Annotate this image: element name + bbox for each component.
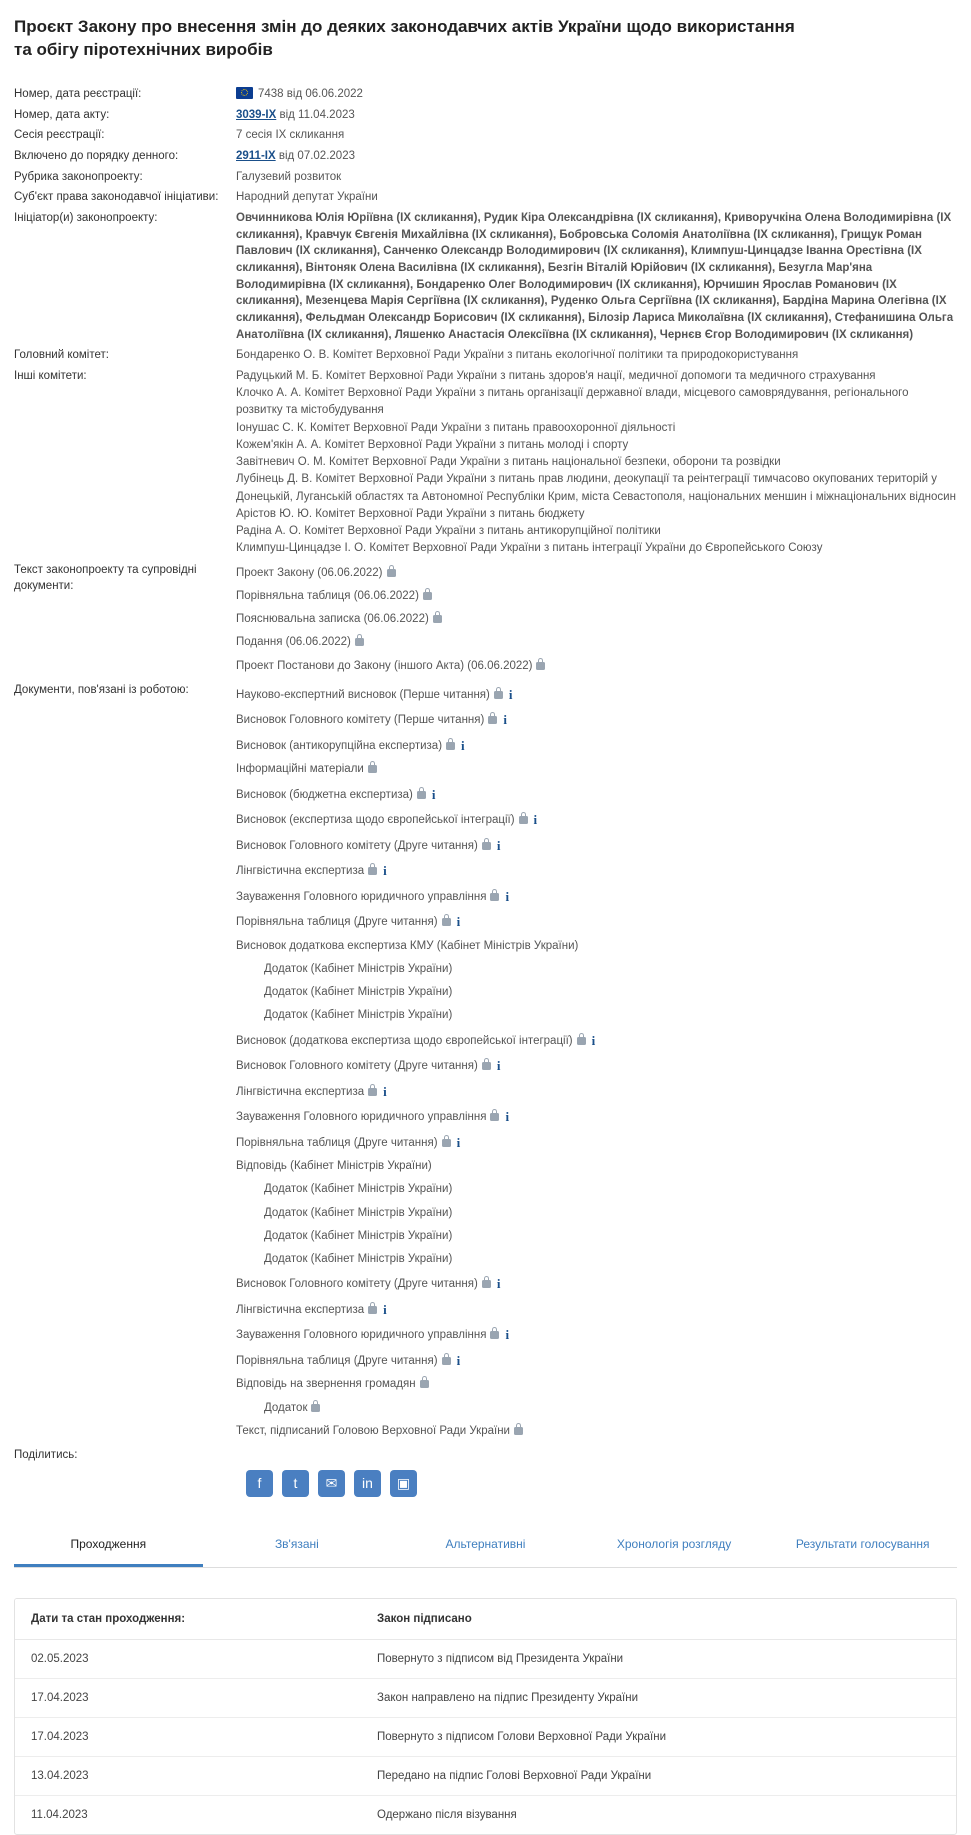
document-label: Висновок (експертиза щодо європейської інтеграції)	[236, 814, 515, 827]
document-item[interactable]	[236, 935, 957, 958]
info-icon[interactable]: i	[496, 1276, 501, 1292]
document-item[interactable]	[236, 1397, 957, 1420]
document-item[interactable]	[236, 585, 957, 608]
lock-icon	[514, 1427, 523, 1435]
document-label: Відповідь на звернення громадян	[236, 1378, 416, 1391]
document-label: Висновок Головного комітету (Друге читання)	[236, 1060, 478, 1073]
email-share-button[interactable]: ✉	[318, 1470, 345, 1497]
document-label: Інформаційні матеріали	[236, 763, 364, 776]
eu-flag-icon	[236, 87, 253, 99]
linkedin-share-button[interactable]: in	[354, 1470, 381, 1497]
meta-row-registration	[14, 84, 957, 105]
act-label: Номер, дата акту:	[14, 108, 110, 121]
table-row	[15, 1678, 956, 1717]
text-documents-list	[236, 560, 957, 680]
session-label: Сесія реєстрації:	[14, 129, 105, 142]
history-date: 13.04.2023	[15, 1756, 357, 1795]
document-label: Висновок (бюджетна експертиза)	[236, 788, 413, 801]
lock-icon	[368, 1306, 377, 1314]
document-label: Зауваження Головного юридичного управління	[236, 1111, 487, 1124]
document-label: Проект Закону (06.06.2022)	[236, 566, 383, 579]
rubric-value: Галузевий розвиток	[236, 170, 342, 183]
document-label: Додаток (Кабінет Міністрів України)	[264, 986, 453, 999]
document-label: Текст, підписаний Головою Верховної Ради України	[236, 1424, 510, 1437]
registration-value	[236, 84, 957, 105]
tab-1[interactable]: Зв'язані	[274, 1536, 319, 1551]
lock-icon	[311, 1404, 320, 1412]
committee-item: Радіна А. О. Комітет Верховної Ради України з питань антикорупційної політики	[236, 525, 661, 538]
document-label: Додаток (Кабінет Міністрів України)	[264, 1206, 453, 1219]
document-item[interactable]	[236, 884, 957, 910]
document-item[interactable]	[236, 1028, 957, 1054]
meta-row-subject	[14, 187, 957, 208]
document-label: Зауваження Головного юридичного управління	[236, 890, 487, 903]
registration-label: Номер, дата реєстрації:	[14, 87, 142, 100]
lock-icon	[442, 1139, 451, 1147]
document-item[interactable]	[236, 1178, 957, 1201]
tab-2[interactable]: Альтернативні	[445, 1536, 526, 1551]
document-label: Додаток (Кабінет Міністрів України)	[264, 1009, 453, 1022]
info-icon[interactable]: i	[503, 712, 507, 728]
history-event: Повернуто з підписом Голови Верховної Ради України	[357, 1717, 956, 1756]
info-icon[interactable]: i	[456, 1134, 461, 1150]
info-icon[interactable]: i	[383, 1083, 387, 1099]
info-icon[interactable]: i	[496, 837, 501, 853]
meta-row-agenda	[14, 146, 957, 167]
tab-0[interactable]: Проходження	[14, 1523, 203, 1567]
lock-icon	[482, 842, 491, 850]
document-label: Висновок додаткова експертиза КМУ (Кабінет Міністрів України)	[236, 939, 579, 952]
history-header-dates: Дати та стан проходження:	[15, 1599, 357, 1640]
document-item[interactable]	[236, 1079, 957, 1105]
meta-row-share	[14, 1445, 957, 1466]
table-row	[15, 1717, 956, 1756]
agenda-date-text: від 07.02.2023	[278, 149, 355, 162]
lock-icon	[490, 1331, 499, 1339]
document-label: Пояснювальна записка (06.06.2022)	[236, 613, 429, 626]
lock-icon	[446, 742, 455, 750]
info-icon[interactable]: i	[456, 914, 461, 930]
committee-item: Завітневич О. М. Комітет Верховної Ради України з питань національної безпеки, оборони та розвідки	[236, 456, 781, 469]
document-label: Висновок Головного комітету (Друге читання)	[236, 839, 478, 852]
document-item[interactable]	[236, 758, 957, 781]
document-item[interactable]	[236, 1373, 957, 1396]
history-date: 17.04.2023	[15, 1717, 357, 1756]
main-committee-value: Бондаренко О. В. Комітет Верховної Ради України з питань екологічної політики та природокористування	[236, 349, 799, 362]
document-item[interactable]	[236, 682, 957, 708]
page-title: Проєкт Закону про внесення змін до деяких законодавчих актів України щодо використання та обігу піротехнічних виробів	[14, 17, 795, 59]
document-item[interactable]	[236, 1225, 957, 1248]
history-table	[15, 1599, 956, 1834]
subject-label: Суб'єкт права законодавчої ініціативи:	[14, 191, 219, 204]
qr-code-share-button[interactable]: ▣	[390, 1470, 417, 1497]
info-icon[interactable]: i	[508, 686, 513, 702]
document-label: Відповідь (Кабінет Міністрів України)	[236, 1160, 432, 1173]
document-item[interactable]	[236, 608, 957, 631]
document-item[interactable]	[236, 782, 957, 808]
tab-bar	[14, 1523, 957, 1568]
related-documents-list	[236, 680, 957, 1445]
document-label: Додаток (Кабінет Міністрів України)	[264, 1253, 453, 1266]
document-label: Зауваження Головного юридичного управління	[236, 1329, 487, 1342]
lock-icon	[494, 691, 503, 699]
document-label: Порівняльна таблиця (Друге читання)	[236, 1354, 438, 1367]
twitter-share-button[interactable]: t	[282, 1470, 309, 1497]
document-item[interactable]	[236, 981, 957, 1004]
document-label: Науково-експертний висновок (Перше читання)	[236, 688, 490, 701]
lock-icon	[482, 1062, 491, 1070]
lock-icon	[519, 816, 528, 824]
act-value	[236, 105, 957, 126]
document-item[interactable]	[236, 562, 957, 585]
document-label: Додаток (Кабінет Міністрів України)	[264, 1229, 453, 1242]
other-committees-list	[236, 366, 957, 560]
document-label: Висновок Головного комітету (Друге читання)	[236, 1278, 478, 1291]
info-icon[interactable]: i	[505, 1327, 510, 1343]
share-buttons	[14, 1470, 957, 1497]
meta-row-text-documents	[14, 560, 957, 680]
document-label: Подання (06.06.2022)	[236, 636, 351, 649]
meta-row-other-committees	[14, 366, 957, 560]
committee-item: Іонушас С. К. Комітет Верховної Ради України з питань правоохоронної діяльності	[236, 421, 676, 434]
document-label: Порівняльна таблиця (Друге читання)	[236, 916, 438, 929]
meta-row-session	[14, 125, 957, 146]
document-item[interactable]	[236, 807, 957, 833]
document-item[interactable]	[236, 909, 957, 935]
document-item[interactable]	[236, 958, 957, 981]
document-item[interactable]	[236, 655, 957, 678]
table-row	[15, 1639, 956, 1678]
lock-icon	[368, 765, 377, 773]
document-label: Додаток (Кабінет Міністрів України)	[264, 1183, 453, 1196]
lock-icon	[368, 1088, 377, 1096]
document-item[interactable]	[236, 1130, 957, 1156]
document-item[interactable]	[236, 1297, 957, 1323]
lock-icon	[536, 662, 545, 670]
document-item[interactable]	[236, 1348, 957, 1374]
share-label: Поділитись:	[14, 1449, 78, 1462]
committee-item: Кожем'якін А. А. Комітет Верховної Ради України з питань молоді і спорту	[236, 438, 629, 451]
document-item[interactable]	[236, 1420, 957, 1443]
info-icon[interactable]: i	[431, 786, 436, 802]
lock-icon	[490, 1113, 499, 1121]
history-event: Одержано після візування	[377, 1808, 517, 1821]
history-event: Передано на підпис Голові Верховної Ради України	[357, 1756, 956, 1795]
lock-icon	[433, 615, 442, 623]
document-label: Висновок (додаткова експертиза щодо європейської інтеграції)	[236, 1034, 573, 1047]
document-label: Висновок (антикорупційна експертиза)	[236, 739, 443, 752]
info-icon[interactable]: i	[591, 1032, 596, 1048]
rubric-label: Рубрика законопроекту:	[14, 170, 143, 183]
tab-4[interactable]: Результати голосування	[795, 1536, 930, 1551]
committee-item: Климпуш-Цинцадзе І. О. Комітет Верховної Ради України з питань інтеграції України до Європейського Союзу	[236, 542, 823, 555]
document-item[interactable]	[236, 1155, 957, 1178]
document-item[interactable]	[236, 833, 957, 859]
lock-icon	[368, 867, 377, 875]
document-label: Порівняльна таблиця (Друге читання)	[236, 1136, 438, 1149]
document-label: Висновок Головного комітету (Перше читання)	[236, 714, 485, 727]
act-date-text: від 11.04.2023	[279, 108, 355, 121]
tab-3[interactable]: Хронологія розгляду	[616, 1536, 732, 1551]
meta-row-rubric	[14, 167, 957, 188]
document-item[interactable]	[236, 1322, 957, 1348]
agenda-value	[236, 146, 957, 167]
initiators-value: Овчинникова Юлія Юріївна (IX скликання), Рудик Кіра Олександрівна (IX скликання), Криворучкіна Олена Володимирівна (IX скликання), Кравчук Євгенія Михайлівна (IX скликання), Бобровська Соломія Анатоліївна (IX скликання), Грищук Роман Павлович (IX скликання), Санченко Олександр Володимирович (IX скликання), Климпуш-Цинцадзе Іванна Орестівна (IX скликання), Вінтоняк Олена Василівна (IX скликання), Безгін Віталій Юрійович (IX скликання), Безугла Мар'яна Володимирівна (IX скликання), Бондаренко Олег Володимирович (IX скликання), Юрчишин Ярослав Романович (IX скликання), Мезенцева Марія Сергіївна (IX скликання), Руденко Ольга Сергіївна (IX скликання), Бардіна Марина Олегівна (IX скликання), Фельдман Олександр Борисович (IX скликання), Білозір Лариса Миколаївна (IX скликання), Стефанишина Ольга Анатоліївна (IX скликання), Ляшенко Анастасія Олексіївна (IX скликання), Чернєв Єгор Володимирович (IX скликання)	[236, 211, 954, 341]
document-item[interactable]	[236, 631, 957, 654]
info-icon[interactable]: i	[383, 1301, 387, 1317]
history-date: 02.05.2023	[15, 1639, 357, 1678]
info-icon[interactable]: i	[461, 737, 465, 753]
facebook-share-button[interactable]: f	[246, 1470, 273, 1497]
lock-icon	[482, 1280, 491, 1288]
info-icon[interactable]: i	[496, 1058, 501, 1074]
initiators-label: Ініціатор(и) законопроекту:	[14, 211, 158, 224]
lock-icon	[387, 569, 396, 577]
text-documents-label: Текст законопроекту та супровідні документи:	[14, 563, 197, 593]
committee-item: Лубінець Д. В. Комітет Верховної Ради України з питань прав людини, деокупації та реінтеграції тимчасово окупованих територій у Донецькій, Луганській областях та Автономної Республіки Крим, міста Севастополя, національних меншин і міжнаціональних відносин	[236, 473, 956, 503]
lock-icon	[490, 893, 499, 901]
lock-icon	[488, 716, 497, 724]
document-label: Додаток	[264, 1401, 308, 1414]
meta-row-act	[14, 105, 957, 126]
agenda-number-link[interactable]: 2911-IX	[236, 149, 276, 162]
main-committee-label: Головний комітет:	[14, 349, 109, 362]
history-header-row	[15, 1599, 956, 1640]
document-item[interactable]	[236, 1004, 957, 1027]
document-label: Додаток (Кабінет Міністрів України)	[264, 962, 453, 975]
lock-icon	[442, 1357, 451, 1365]
document-label: Проект Постанови до Закону (іншого Акта) (06.06.2022)	[236, 659, 533, 672]
committee-item: Арістов Ю. Ю. Комітет Верховної Ради України з питань бюджету	[236, 507, 585, 520]
lock-icon	[423, 592, 432, 600]
meta-row-related-documents	[14, 680, 957, 1445]
history-header-status: Закон підписано	[357, 1599, 956, 1640]
info-icon[interactable]: i	[505, 888, 510, 904]
table-row	[15, 1795, 956, 1834]
document-item[interactable]	[236, 858, 957, 884]
document-label: Лінгвістична експертиза	[236, 1085, 365, 1098]
meta-row-main-committee	[14, 345, 957, 366]
session-value: 7 сесія IX скликання	[236, 129, 345, 142]
document-label: Порівняльна таблиця (06.06.2022)	[236, 589, 419, 602]
document-label: Лінгвістична експертиза	[236, 865, 365, 878]
document-label: Лінгвістична експертиза	[236, 1303, 365, 1316]
subject-value: Народний депутат України	[236, 191, 378, 204]
related-documents-label: Документи, пов'язані із роботою:	[14, 683, 189, 696]
document-item[interactable]	[236, 1271, 957, 1297]
act-number-link[interactable]: 3039-IX	[236, 108, 277, 121]
lock-icon	[355, 638, 364, 646]
document-item[interactable]	[236, 707, 957, 733]
document-item[interactable]	[236, 1104, 957, 1130]
info-icon[interactable]: i	[505, 1109, 510, 1125]
history-event: Повернуто з підписом від Президента України	[357, 1639, 956, 1678]
other-committees-label: Інші комітети:	[14, 369, 87, 382]
lock-icon	[420, 1380, 429, 1388]
document-item[interactable]	[236, 1202, 957, 1225]
table-row	[15, 1756, 956, 1795]
history-card	[14, 1598, 957, 1835]
history-date: 11.04.2023	[31, 1808, 88, 1821]
bill-metadata-table	[14, 84, 957, 1466]
committee-item: Радуцький М. Б. Комітет Верховної Ради України з питань здоров'я нації, медичної допомоги та медичного страхування	[236, 369, 876, 382]
document-item[interactable]	[236, 1248, 957, 1271]
agenda-label: Включено до порядку денного:	[14, 149, 179, 162]
document-item[interactable]	[236, 733, 957, 759]
committee-item: Клочко А. А. Комітет Верховної Ради України з питань організації державної влади, місцевого самоврядування, регіонального розвитку та містобудування	[236, 387, 909, 417]
lock-icon	[577, 1037, 586, 1045]
meta-row-initiators	[14, 208, 957, 345]
lock-icon	[442, 918, 451, 926]
history-date: 17.04.2023	[15, 1678, 357, 1717]
history-event: Закон направлено на підпис Президенту України	[357, 1678, 956, 1717]
lock-icon	[417, 791, 426, 799]
bill-page	[0, 16, 971, 1835]
document-item[interactable]	[236, 1053, 957, 1079]
registration-text: 7438 від 06.06.2022	[258, 87, 363, 100]
info-icon[interactable]: i	[533, 812, 538, 828]
info-icon[interactable]: i	[456, 1352, 461, 1368]
info-icon[interactable]: i	[383, 863, 387, 879]
